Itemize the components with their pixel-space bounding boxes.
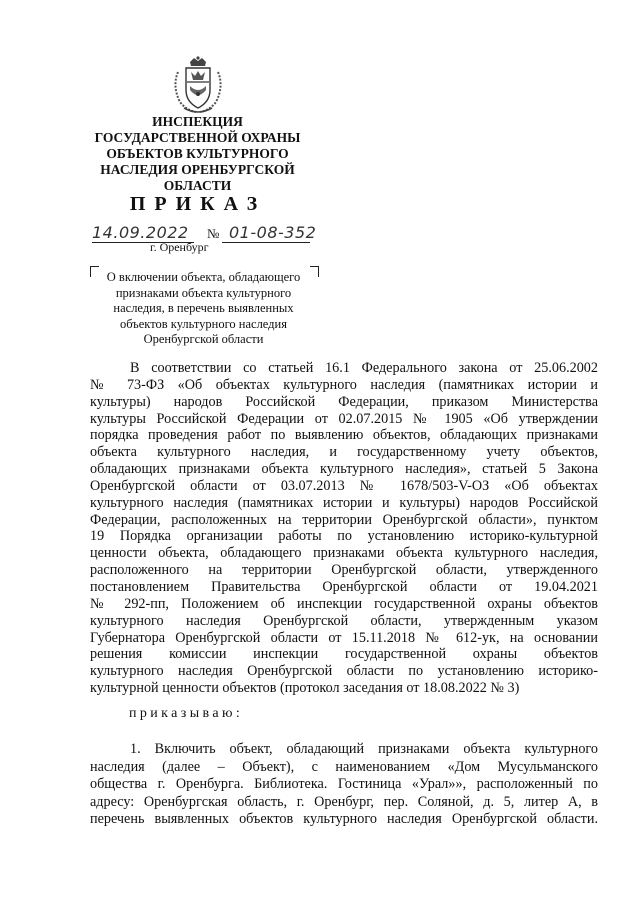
preamble-line: № 73-ФЗ «Об объектах культурного наследия (памятниках истории и (90, 376, 598, 393)
preamble-line: постановлением Правительства Оренбургской области от 19.04.2021 (90, 578, 598, 595)
document-type-title: ПРИКАЗ (129, 193, 267, 215)
item-line: перечень выявленных объектов культурного наследия Оренбургской области. (90, 811, 598, 827)
preamble-line: обладающих признаками объекта культурного наследия», статьей 5 Закона (90, 461, 598, 478)
item-line: адресу: Оренбургская область, г. Оренбург, пер. Соляной, д. 5, литер А, в (90, 793, 598, 810)
preamble-line: порядка проведения работ по выявлению объектов, обладающих признаками (90, 427, 598, 444)
orenburg-coat-of-arms-icon (170, 56, 226, 116)
preamble-line: культурной ценности объектов (протокол заседания от 18.08.2022 № 3) (90, 680, 520, 697)
preamble-line: Федерации, расположенных на территории Оренбургской области», пунктом (90, 511, 598, 528)
preamble-line: В соответствии со статьей 16.1 Федерального закона от 25.06.2002 (130, 360, 598, 376)
issue-city: г. Оренбург (150, 240, 209, 254)
preamble-line: культурного наследия (памятниках истории и культуры) народов Российской (90, 494, 598, 511)
item-line: наследия (далее – Объект), с наименованием «Дом Мусульманского (90, 758, 598, 775)
subject-bracket-right (310, 266, 319, 277)
org-line: НАСЛЕДИЯ ОРЕНБУРГСКОЙ (100, 162, 295, 177)
preamble-line: объекта культурного наследия, и государственному учету объектов, (90, 444, 598, 461)
subject-line: признаками объекта культурного (115, 285, 292, 300)
preamble-paragraph (90, 360, 598, 697)
preamble-line: решения комиссии инспекции государственной охраны объектов (90, 646, 598, 663)
item-line: общества г. Оренбурга. Библиотека. Гостиница «Урал»», расположенный по (90, 776, 598, 792)
subject-line: О включении объекта, обладающего (106, 270, 301, 284)
org-line: ОБЛАСТИ (163, 178, 232, 193)
preamble-line: расположенного на территории Оренбургской области, утвержденного (90, 562, 598, 579)
number-underline (222, 242, 310, 243)
preamble-line: культурного наследия Оренбургской области, утвержденным указом (90, 612, 598, 629)
order-number: 01-08-352 (229, 223, 317, 242)
preamble-line: 19 Порядка организации работы по установлению историко-культурной (90, 528, 598, 545)
preamble-line: культуры) народов Российской Федерации, приказом Министерства (90, 393, 598, 410)
subject-line: объектов культурного наследия (120, 316, 287, 331)
order-item-1 (90, 741, 598, 829)
org-line: ИНСПЕКЦИЯ (152, 114, 243, 129)
org-line: ГОСУДАРСТВЕННОЙ ОХРАНЫ (94, 130, 301, 145)
preamble-line: Оренбургской области от 03.07.2013 № 1678/503-V-ОЗ «Об объектах (90, 477, 598, 494)
order-subject (96, 270, 311, 348)
subject-line: Оренбургской области (143, 332, 264, 347)
preamble-line: культурного наследия Оренбургской области по установлению историко- (90, 663, 598, 680)
decree-word: приказываю: (129, 706, 244, 721)
organization-name (80, 114, 315, 194)
preamble-line: культуры Российской Федерации от 02.07.2015 № 1905 «Об утверждении (90, 410, 598, 427)
order-number-label: № (207, 226, 220, 241)
item-line: 1. Включить объект, обладающий признаками объекта культурного (130, 741, 598, 757)
preamble-line: № 292-пп, Положением об инспекции государственной охраны объектов (90, 595, 598, 612)
subject-line: наследия, в перечень выявленных (113, 301, 294, 316)
preamble-line: ценности объекта, обладающего признаками объекта культурного наследия, (90, 545, 598, 562)
org-line: ОБЪЕКТОВ КУЛЬТУРНОГО (106, 146, 289, 161)
order-date: 14.09.2022 (92, 223, 189, 242)
preamble-line: Губернатора Оренбургской области от 15.11.2018 № 612-ук, на основании (90, 629, 598, 646)
